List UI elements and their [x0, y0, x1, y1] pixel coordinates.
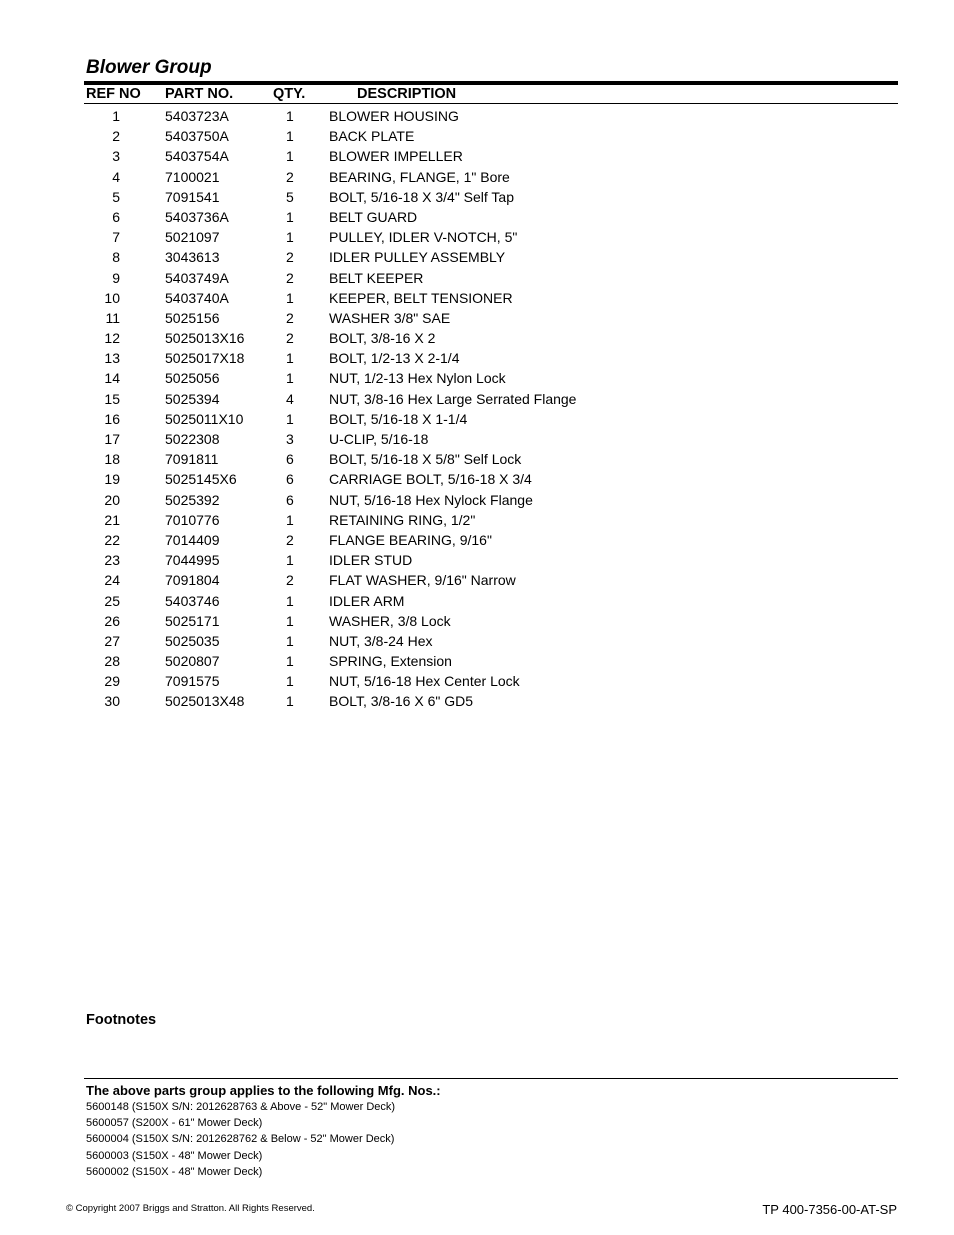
table-row: [0, 330, 954, 350]
ref-no-cell: 8: [112, 249, 120, 266]
description-cell: SPRING, Extension: [329, 653, 452, 670]
ref-no-cell: 6: [112, 208, 120, 225]
ref-no-cell: 10: [104, 289, 120, 306]
table-row: [0, 391, 954, 411]
title-rule: [84, 81, 898, 85]
ref-no-cell: 9: [112, 269, 120, 286]
qty-cell: 1: [286, 511, 294, 528]
description-cell: BOLT, 5/16-18 X 3/4" Self Tap: [329, 188, 515, 205]
description-cell: NUT, 3/8-16 Hex Large Serrated Flange: [329, 390, 577, 407]
description-cell: BOLT, 1/2-13 X 2-1/4: [329, 350, 460, 367]
table-row: [0, 633, 954, 653]
qty-cell: 1: [286, 148, 294, 165]
ref-no-cell: 11: [105, 309, 120, 326]
description-cell: IDLER ARM: [329, 592, 405, 609]
part-no-cell: 5025156: [165, 309, 220, 326]
ref-no-cell: 5: [112, 188, 120, 205]
description-cell: RETAINING RING, 1/2": [329, 511, 476, 528]
column-header-description: DESCRIPTION: [357, 86, 457, 102]
part-no-cell: 5025171: [165, 612, 220, 629]
qty-cell: 2: [286, 249, 294, 266]
qty-cell: 1: [286, 208, 294, 225]
ref-no-cell: 7: [112, 229, 120, 246]
qty-cell: 1: [286, 370, 294, 387]
ref-no-cell: 15: [104, 390, 120, 407]
qty-cell: 2: [286, 269, 294, 286]
ref-no-cell: 4: [112, 168, 120, 185]
ref-no-cell: 21: [104, 511, 120, 528]
table-row: [0, 572, 954, 592]
qty-cell: 1: [286, 229, 294, 246]
part-no-cell: 7091804: [165, 572, 220, 589]
description-cell: BOLT, 5/16-18 X 5/8" Self Lock: [329, 451, 522, 468]
table-row: [0, 350, 954, 370]
table-row: [0, 552, 954, 572]
table-row: [0, 693, 954, 713]
table-row: [0, 451, 954, 471]
ref-no-cell: 20: [104, 491, 120, 508]
ref-no-cell: 25: [104, 592, 120, 609]
ref-no-cell: 23: [104, 552, 120, 569]
ref-no-cell: 29: [104, 673, 120, 690]
table-row: [0, 189, 954, 209]
part-no-cell: 5025035: [165, 632, 220, 649]
description-cell: BEARING, FLANGE, 1" Bore: [329, 168, 510, 185]
part-no-cell: 5403750A: [165, 128, 229, 145]
table-header: [84, 86, 898, 104]
ref-no-cell: 12: [104, 330, 120, 347]
table-row: [0, 108, 954, 128]
qty-cell: 2: [286, 309, 294, 326]
part-no-cell: 7044995: [165, 552, 220, 569]
ref-no-cell: 30: [104, 693, 120, 710]
part-no-cell: 7091541: [165, 188, 220, 205]
ref-no-cell: 13: [104, 350, 120, 367]
part-no-cell: 5025392: [165, 491, 220, 508]
qty-cell: 6: [286, 451, 294, 468]
table-row: [0, 532, 954, 552]
table-row: [0, 310, 954, 330]
applies-rule: [84, 1078, 898, 1079]
description-cell: BOLT, 3/8-16 X 2: [329, 330, 436, 347]
qty-cell: 1: [286, 350, 294, 367]
description-cell: U-CLIP, 5/16-18: [329, 431, 429, 447]
column-header-qty: QTY.: [273, 86, 306, 102]
table-row: [0, 411, 954, 431]
page-title: Blower Group: [86, 57, 212, 78]
table-row: [0, 290, 954, 310]
table-row: [0, 431, 954, 451]
ref-no-cell: 17: [104, 431, 120, 447]
qty-cell: 1: [286, 128, 294, 145]
mfg-number-item: 5600002 (S150X - 48" Mower Deck): [86, 1165, 263, 1178]
table-row: [0, 148, 954, 168]
ref-no-cell: 28: [104, 653, 120, 670]
qty-cell: 2: [286, 572, 294, 589]
table-row: [0, 229, 954, 249]
table-row: [0, 169, 954, 189]
qty-cell: 6: [286, 491, 294, 508]
qty-cell: 4: [286, 390, 294, 407]
mfg-number-item: 5600148 (S150X S/N: 2012628763 & Above - 52" Mower Deck): [86, 1101, 396, 1113]
description-cell: KEEPER, BELT TENSIONER: [329, 289, 513, 306]
table-row: [0, 270, 954, 290]
description-cell: BOLT, 5/16-18 X 1-1/4: [329, 410, 468, 427]
table-row: [0, 370, 954, 390]
document-id: TP 400-7356-00-AT-SP: [762, 1202, 897, 1217]
qty-cell: 2: [286, 330, 294, 347]
header-rule: [84, 103, 898, 104]
mfg-number-item: 5600004 (S150X S/N: 2012628762 & Below - 52" Mower Deck): [86, 1133, 395, 1146]
part-no-cell: 7091575: [165, 673, 220, 690]
qty-cell: 1: [286, 693, 294, 710]
table-row: [0, 613, 954, 633]
part-no-cell: 5025017X18: [165, 350, 245, 367]
part-no-cell: 5403723A: [165, 108, 229, 124]
applies-heading: The above parts group applies to the following Mfg. Nos.:: [86, 1083, 441, 1098]
part-no-cell: 7014409: [165, 531, 220, 548]
part-no-cell: 3043613: [165, 249, 220, 266]
ref-no-cell: 26: [104, 612, 120, 629]
table-row: [0, 471, 954, 491]
ref-no-cell: 1: [112, 108, 120, 124]
qty-cell: 1: [286, 410, 294, 427]
part-no-cell: 5025013X48: [165, 693, 245, 710]
part-no-cell: 5403740A: [165, 289, 229, 306]
part-no-cell: 7010776: [165, 511, 220, 528]
description-cell: PULLEY, IDLER V-NOTCH, 5": [329, 229, 518, 246]
column-header-ref: REF NO: [86, 86, 141, 102]
part-no-cell: 5025394: [165, 390, 220, 407]
description-cell: NUT, 1/2-13 Hex Nylon Lock: [329, 370, 506, 387]
mfg-number-list: [86, 1100, 395, 1181]
table-row: [0, 593, 954, 613]
qty-cell: 1: [286, 289, 294, 306]
table-row: [0, 249, 954, 269]
part-no-cell: 5025056: [165, 370, 220, 387]
table-row: [0, 209, 954, 229]
part-no-cell: 5025145X6: [165, 471, 237, 488]
description-cell: BACK PLATE: [329, 128, 415, 145]
ref-no-cell: 14: [104, 370, 120, 387]
part-no-cell: 5403754A: [165, 148, 229, 165]
ref-no-cell: 24: [104, 572, 120, 589]
qty-cell: 1: [286, 632, 294, 649]
part-no-cell: 5020807: [165, 653, 220, 670]
description-cell: BELT KEEPER: [329, 269, 424, 286]
ref-no-cell: 27: [104, 632, 120, 649]
ref-no-cell: 18: [104, 451, 120, 468]
description-cell: NUT, 5/16-18 Hex Nylock Flange: [329, 491, 533, 508]
ref-no-cell: 22: [104, 531, 120, 548]
qty-cell: 3: [286, 431, 294, 447]
description-cell: FLAT WASHER, 9/16" Narrow: [329, 572, 516, 589]
column-header-part: PART NO.: [165, 86, 234, 102]
description-cell: FLANGE BEARING, 9/16": [329, 531, 492, 548]
description-cell: BLOWER HOUSING: [329, 108, 459, 124]
qty-cell: 1: [286, 552, 294, 569]
part-no-cell: 5403749A: [165, 269, 229, 286]
qty-cell: 1: [286, 592, 294, 609]
part-no-cell: 5025013X16: [165, 330, 245, 347]
part-no-cell: 5403736A: [165, 208, 229, 225]
copyright-notice: © Copyright 2007 Briggs and Stratton. All Rights Reserved.: [66, 1203, 315, 1214]
qty-cell: 6: [286, 471, 294, 488]
ref-no-cell: 3: [112, 148, 120, 165]
description-cell: BELT GUARD: [329, 208, 418, 225]
qty-cell: 2: [286, 531, 294, 548]
description-cell: NUT, 3/8-24 Hex: [329, 632, 433, 649]
qty-cell: 1: [286, 653, 294, 670]
qty-cell: 5: [286, 188, 294, 205]
table-row: [0, 492, 954, 512]
part-no-cell: 5025011X10: [165, 410, 244, 427]
qty-cell: 2: [286, 168, 294, 185]
ref-no-cell: 2: [112, 128, 120, 145]
ref-no-cell: 16: [104, 410, 120, 427]
description-cell: BOLT, 3/8-16 X 6" GD5: [329, 693, 473, 710]
description-cell: CARRIAGE BOLT, 5/16-18 X 3/4: [329, 471, 532, 488]
part-no-cell: 5403746: [165, 592, 220, 609]
mfg-number-item: 5600003 (S150X - 48" Mower Deck): [86, 1149, 263, 1162]
description-cell: WASHER 3/8" SAE: [329, 309, 451, 326]
table-row: [0, 128, 954, 148]
description-cell: WASHER, 3/8 Lock: [329, 612, 451, 629]
description-cell: IDLER STUD: [329, 552, 413, 569]
description-cell: NUT, 5/16-18 Hex Center Lock: [329, 673, 520, 690]
footnotes-heading: Footnotes: [86, 1012, 157, 1028]
mfg-number-item: 5600057 (S200X - 61" Mower Deck): [86, 1117, 263, 1130]
qty-cell: 1: [286, 108, 294, 124]
table-row: [0, 512, 954, 532]
part-no-cell: 7100021: [165, 168, 220, 185]
part-no-cell: 5021097: [165, 229, 220, 246]
qty-cell: 1: [286, 673, 294, 690]
description-cell: BLOWER IMPELLER: [329, 148, 463, 165]
description-cell: IDLER PULLEY ASSEMBLY: [329, 249, 506, 266]
table-row: [0, 653, 954, 673]
part-no-cell: 5022308: [165, 431, 220, 447]
qty-cell: 1: [286, 612, 294, 629]
table-row: [0, 673, 954, 693]
part-no-cell: 7091811: [165, 451, 219, 468]
ref-no-cell: 19: [104, 471, 120, 488]
parts-table-body: [0, 108, 954, 714]
